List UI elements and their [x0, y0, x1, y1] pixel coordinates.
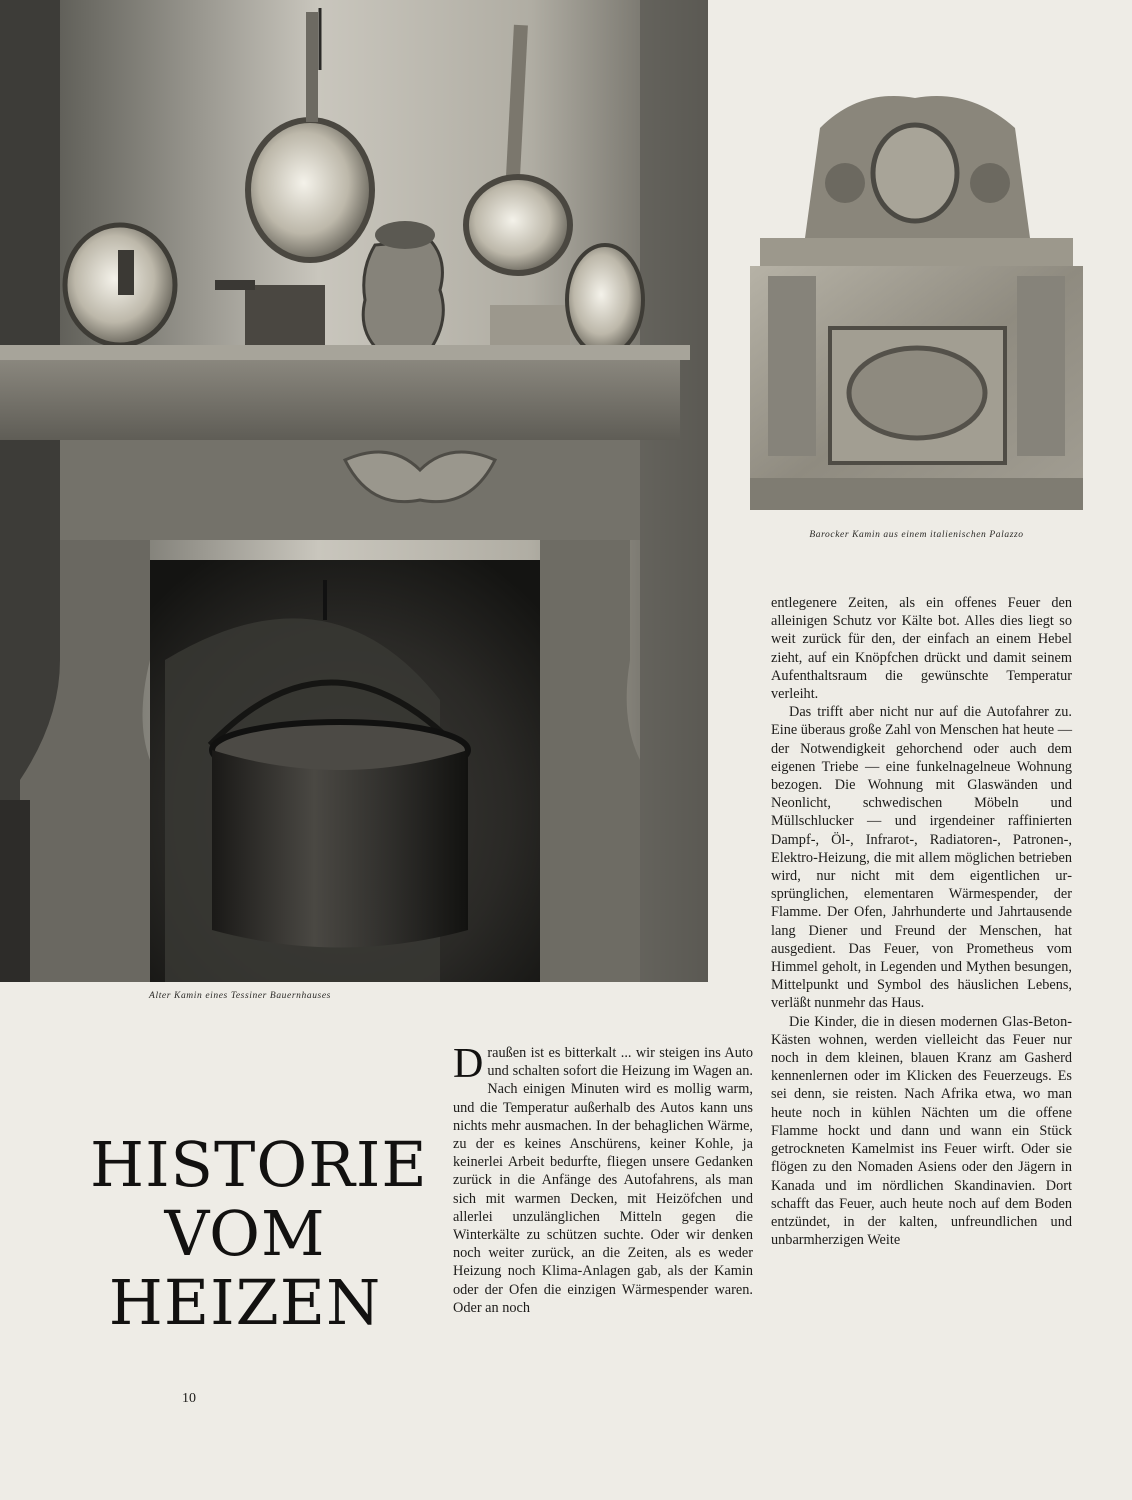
baroque-fireplace-photo [750, 88, 1083, 510]
article-text-intro: raußen ist es bitterkalt ... wir steigen ins Auto und schalten sofort die Heizung im Wagen an. Nach einigen Minuten wird es mollig warm, und die Temperatur außerhalb des Autos kann uns nichts mehr ausmachen. In der behaglichen Wärme, zu der es keines Anschürens, keiner Kohle, ja keinerlei Arbeit bedurfte, fliegen unsere Gedanken zurück in die Anfänge des Autofahrens, als man sich mit warmen Decken, mit Heizöfchen und allerlei unzulänglichen Mitteln gegen die Winterkälte zu schützen suchte. Oder wir denken noch weiter zurück, an die Zeiten, als es weder Heizung noch Klima-Anlagen gab, als der Kamin oder der Ofen die einzigen Wärmespender waren. Oder an noch [453, 1045, 753, 1316]
article-column-middle [453, 1041, 753, 1317]
article-column-right [771, 594, 1072, 1249]
fireplace-photo [0, 0, 708, 982]
baroque-fireplace-caption: Barocker Kamin aus einem italienischen Palazzo [809, 530, 1024, 540]
drop-cap: D [453, 1041, 484, 1087]
title-line-3: HEIZEN [108, 1265, 382, 1339]
title-line-1: HISTORIE [90, 1127, 428, 1201]
page-number: 10 [182, 1391, 196, 1406]
article-paragraph-1: entlegenere Zeiten, als ein offenes Feuer den alleinigen Schutz vor Kälte bot. Alles dies liegt so weit zurück für den, der einfach an einem Hebel zieht, auf ein Knöpfchen drückt und damit seinem Aufenthaltsraum die gewünschte Temperatur verleiht. [771, 595, 1072, 703]
article-paragraph-intro [453, 1041, 753, 1317]
title-line-2: VOM [164, 1196, 326, 1270]
article-title [90, 1127, 428, 1339]
article-paragraph-3: Die Kinder, die in diesen modernen Glas-Beton-Kästen wohnen, werden vielleicht das Feuer nur noch in dem kleinen, blauen Kranz am Gasherd kennenlernen oder im Klicken des Feuerzeugs. Es sei denn, sie reisten. Nach Afrika etwa, wo man heute noch in kühlen Nächten um die offene Flamme hockt und dann und wann ein Stück getrockneten Kamelmist ins Feuer wirft. Oder sie flögen zu den Nomaden Asiens oder den Jägern in Kanada und im nördlichen Skandinavien. Dort schafft das Feuer, auch heute noch auf dem Boden entzündet, in der kalten, unfreundlichen und unbarmherzigen Weite [771, 1013, 1072, 1249]
baroque-fireplace-illustration [750, 88, 1083, 510]
fireplace-photo-caption: Alter Kamin eines Tessiner Bauernhauses [149, 991, 331, 1001]
article-paragraph-2: Das trifft aber nicht nur auf die Autofahrer zu. Eine überaus große Zahl von Menschen hat heute — der Notwendigkeit gehorchend oder auch dem eigenen Triebe — eine funkelnagelneue Wohnung bezogen. Die Wohnung mit Glaswänden und Neonlicht, schwedischen Möbeln und Müllschlucker — und irgendeiner raffinierten Dampf-, Öl-, Infrarot-, Radiatoren-, Patronen-, Elektro-Heizung, die mit allem möglichen betrieben wird, nur nicht mit dem eigentlichen ursprünglichen, elementaren Wärmespender, der Flamme. Der Ofen, Jahrhunderte und Jahrtausende lang Diener und Freund der Menschen, hat ausgedient. Das Feuer, von Prometheus vom Himmel geholt, in Legenden und Mythen besungen, Mittelpunkt und Symbol des häuslichen Lebens, verläßt nunmehr das Haus. [771, 704, 1072, 1012]
fireplace-photo-illustration [0, 0, 708, 982]
